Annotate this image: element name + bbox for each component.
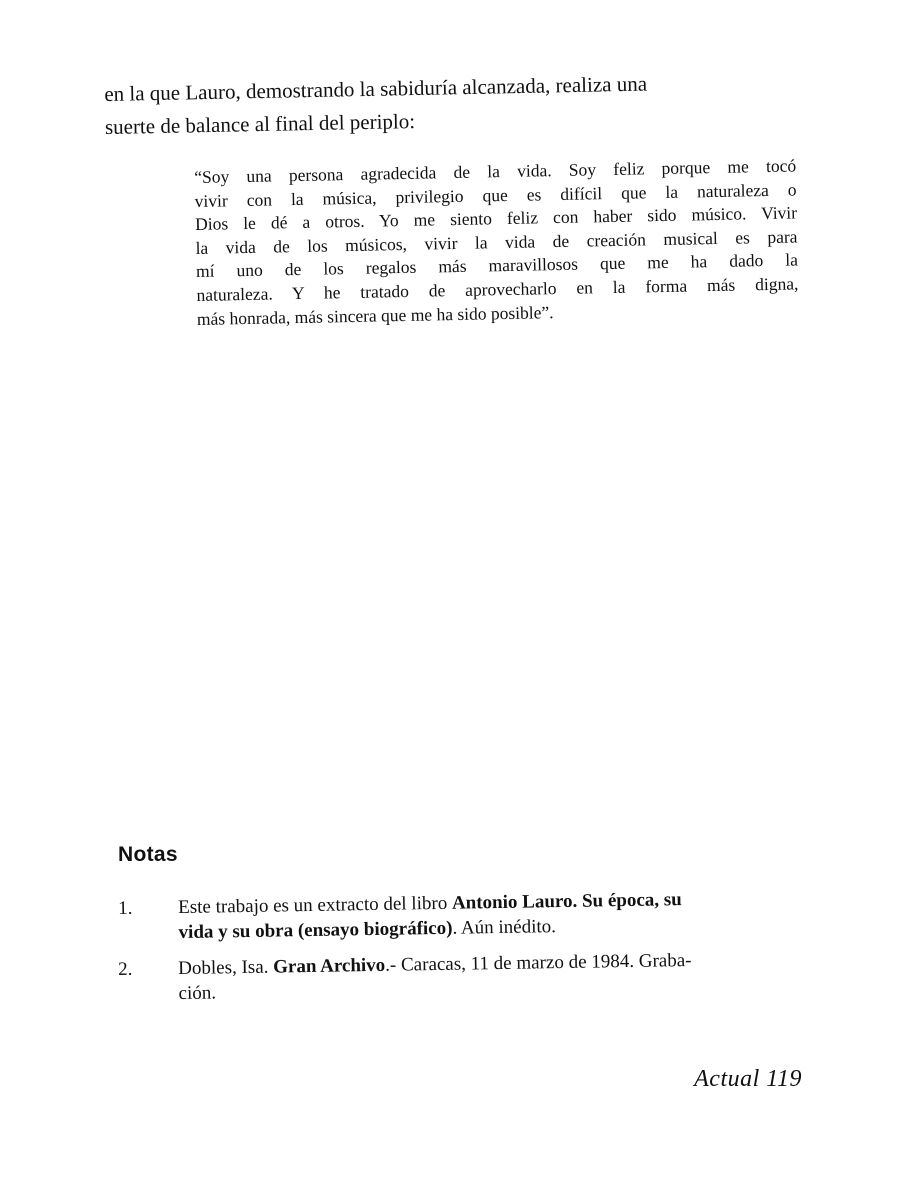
footnote-number: 2. <box>118 958 133 980</box>
quote-line: la vida de los músicos, vivir la vida de creación musical es para <box>195 226 798 258</box>
footnote-text-plain: Dobles, Isa. <box>178 956 274 980</box>
quote-line: mí uno de los regalos más maravillosos que me ha dado la <box>195 249 799 282</box>
quote-line: más honrada, más sincera que me ha sido posible”. <box>196 301 554 329</box>
intro-line: en la que Lauro, demostrando la sabiduría alcanzada, realiza una <box>104 71 648 106</box>
source-title: Gran Archivo <box>272 954 386 978</box>
footnote-text-plain: .- Caracas, 11 de marzo de 1984. Graba- <box>385 949 692 976</box>
book-title-cont: vida y su obra (ensayo biográfico) <box>178 917 453 944</box>
book-title: Antonio Lauro. Su época, su <box>451 889 682 914</box>
footnote-text <box>178 885 807 945</box>
footnote-number: 1. <box>118 897 133 919</box>
footnote-item <box>118 885 808 944</box>
page-footer: Actual 119 <box>694 1066 802 1092</box>
footnote-text-plain: . Aún inédito. <box>452 916 557 939</box>
intro-paragraph <box>104 65 805 144</box>
block-quote <box>194 154 799 331</box>
footnote-text <box>178 946 807 1006</box>
footnote-text-plain: Este trabajo es un extracto del libro <box>178 892 453 919</box>
quote-line: naturaleza. Y he tratado de aprovecharlo en la forma más digna, <box>196 273 799 305</box>
intro-line: suerte de balance al final del periplo: <box>104 109 416 139</box>
notes-heading: Notas <box>118 843 178 866</box>
footnote-line: ción. <box>178 982 217 1005</box>
quote-line: Dios le dé a otros. Yo me siento feliz con haber sido músico. Vivir <box>194 202 798 235</box>
quote-line: “Soy una persona agradecida de la vida. Soy feliz porque me tocó <box>194 155 797 187</box>
footnote-item <box>118 946 808 1005</box>
quote-line: vivir con la música, privilegio que es difícil que la naturaleza o <box>194 179 797 211</box>
